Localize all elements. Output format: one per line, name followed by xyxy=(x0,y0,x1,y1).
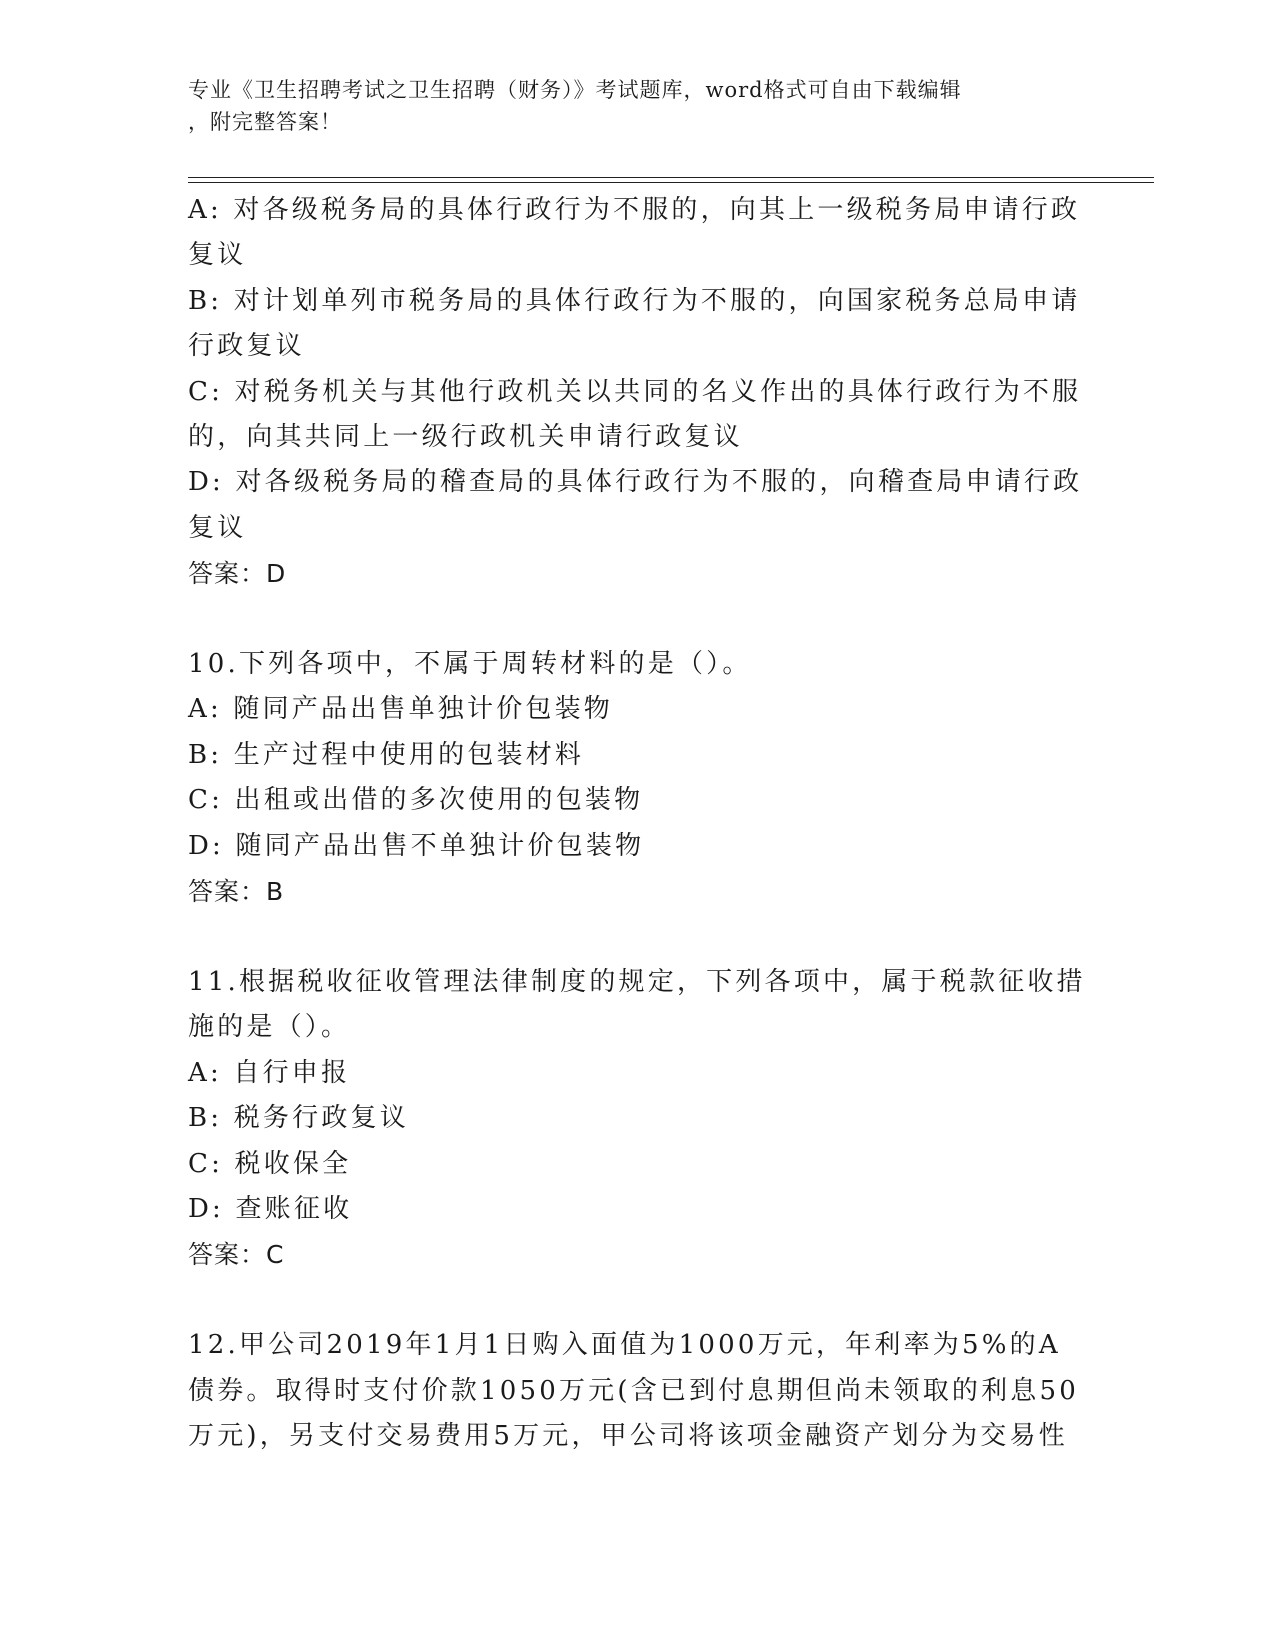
header-line-2: ，附完整答案！ xyxy=(188,110,342,134)
q10-answer: 答案：B xyxy=(188,877,285,907)
question-9 xyxy=(188,188,1088,597)
spacer xyxy=(188,1278,1088,1323)
q12-question-line-2: 债券。取得时支付价款1050万元(含已到付息期但尚未领取的利息50 xyxy=(188,1375,1079,1406)
q9-answer: 答案：D xyxy=(188,559,287,589)
q10-option-b: B: 生产过程中使用的包装材料 xyxy=(188,739,585,770)
q12-question-line-1: 12.甲公司2019年1月1日购入面值为1000万元，年利率为5%的A xyxy=(188,1330,1061,1361)
question-10 xyxy=(188,642,1088,914)
q9-option-b-line-2: 行政复议 xyxy=(188,331,305,362)
q11-answer: 答案：C xyxy=(188,1240,285,1270)
q9-option-c-line-1: C: 对税务机关与其他行政机关以共同的名义作出的具体行政行为不服 xyxy=(188,376,1082,407)
question-12 xyxy=(188,1323,1088,1459)
header-line-1: 专业《卫生招聘考试之卫生招聘（财务）》考试题库，word格式可自由下载编辑 xyxy=(188,78,962,102)
q11-option-d: D: 查账征收 xyxy=(188,1193,353,1224)
question-content xyxy=(188,188,1088,1459)
q9-option-c-line-2: 的，向其共同上一级行政机关申请行政复议 xyxy=(188,422,743,453)
q11-question-line-1: 11.根据税收征收管理法律制度的规定，下列各项中，属于税款征收措 xyxy=(188,966,1086,997)
q9-option-b-line-1: B: 对计划单列市税务局的具体行政行为不服的，向国家税务总局申请 xyxy=(188,285,1081,316)
q10-option-a: A: 随同产品出售单独计价包装物 xyxy=(188,694,614,725)
q9-option-d-line-1: D: 对各级税务局的稽查局的具体行政行为不服的，向稽查局申请行政 xyxy=(188,467,1083,498)
question-11 xyxy=(188,960,1088,1278)
q11-option-b: B: 税务行政复议 xyxy=(188,1103,409,1134)
document-header xyxy=(188,74,1068,138)
q11-option-c: C: 税收保全 xyxy=(188,1148,352,1179)
q10-option-d: D: 随同产品出售不单独计价包装物 xyxy=(188,830,645,861)
q12-question-line-3: 万元)，另支付交易费用5万元，甲公司将该项金融资产划分为交易性 xyxy=(188,1420,1068,1451)
q9-option-a-line-2: 复议 xyxy=(188,240,247,271)
spacer xyxy=(188,597,1088,642)
q9-option-d-line-2: 复议 xyxy=(188,512,247,543)
spacer xyxy=(188,914,1088,959)
q10-option-c: C: 出租或出借的多次使用的包装物 xyxy=(188,785,644,816)
q11-option-a: A: 自行申报 xyxy=(188,1057,351,1088)
q11-question-line-2: 施的是（）。 xyxy=(188,1012,351,1043)
q9-option-a-line-1: A: 对各级税务局的具体行政行为不服的，向其上一级税务局申请行政 xyxy=(188,195,1081,225)
header-rule-bottom xyxy=(188,182,1154,183)
q10-question: 10.下列各项中，不属于周转材料的是（）。 xyxy=(188,649,752,680)
header-rule-top xyxy=(188,177,1154,178)
